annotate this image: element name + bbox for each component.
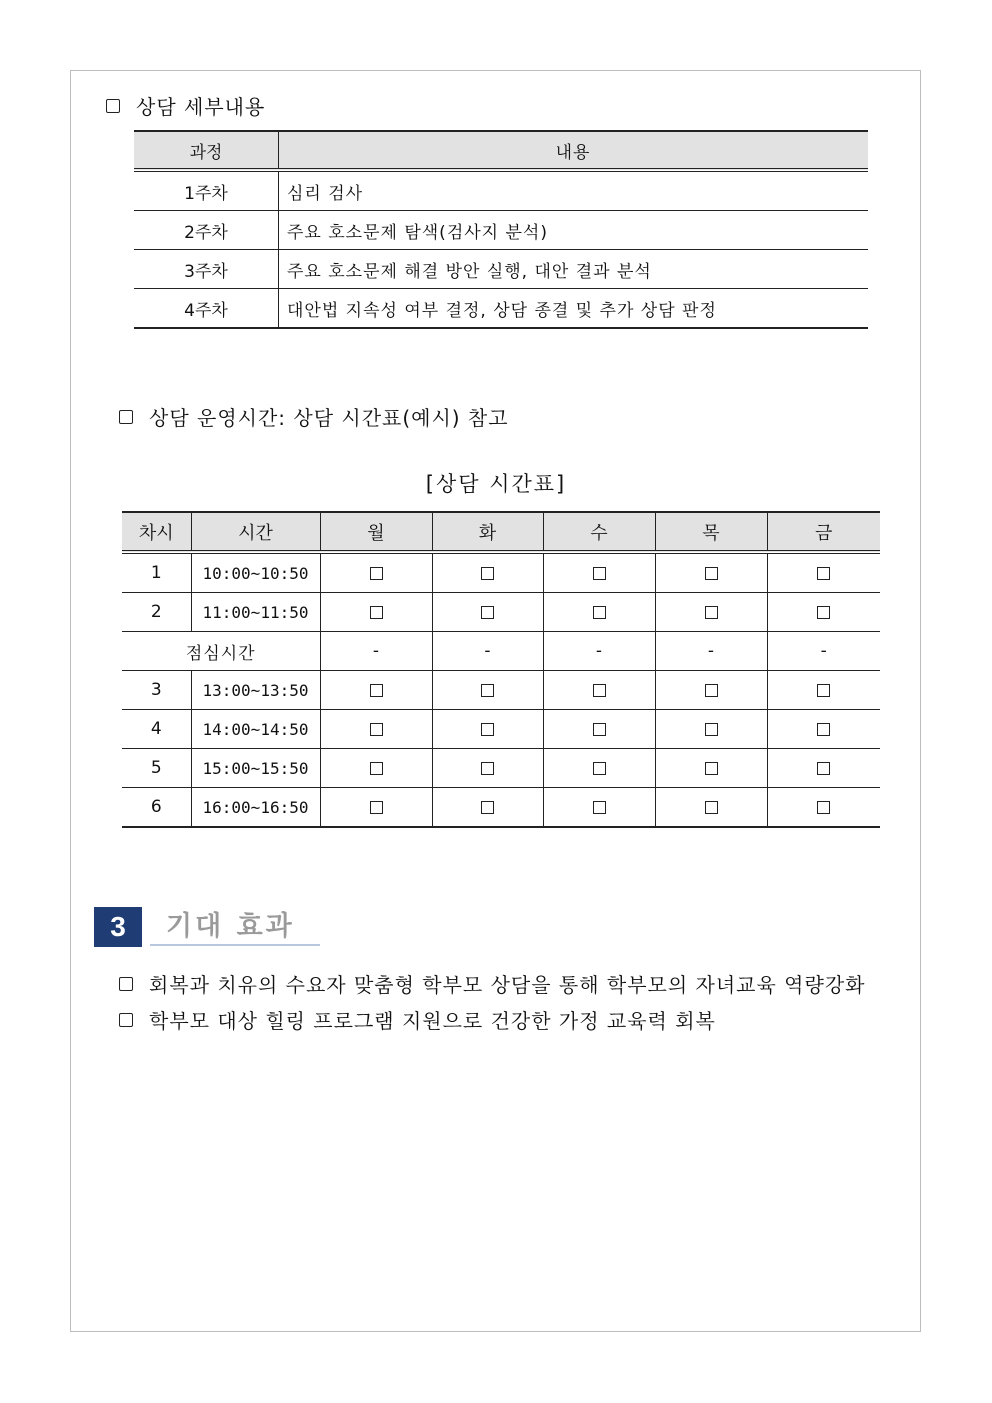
empty-checkbox-icon[interactable] <box>593 567 606 580</box>
session-cell: 2 <box>122 593 191 632</box>
week-cell: 2주차 <box>134 211 279 250</box>
empty-checkbox-icon[interactable] <box>370 801 383 814</box>
dash-cell: - <box>767 632 880 671</box>
header-thu: 목 <box>655 512 767 552</box>
empty-checkbox-icon[interactable] <box>705 723 718 736</box>
dash-cell: - <box>432 632 543 671</box>
slot-cell[interactable] <box>543 552 655 593</box>
table-row <box>122 593 880 632</box>
empty-checkbox-icon[interactable] <box>705 567 718 580</box>
detail-table <box>134 130 868 329</box>
slot-cell[interactable] <box>543 710 655 749</box>
slot-cell[interactable] <box>432 593 543 632</box>
table-row <box>122 552 880 593</box>
dash-cell: - <box>655 632 767 671</box>
effect-bullet-text: 학부모 대상 힐링 프로그램 지원으로 건강한 가정 교육력 회복 <box>149 1009 716 1033</box>
checkbox-square-icon <box>119 1013 133 1027</box>
slot-cell[interactable] <box>767 552 880 593</box>
empty-checkbox-icon[interactable] <box>817 762 830 775</box>
table-row <box>122 749 880 788</box>
empty-checkbox-icon[interactable] <box>481 606 494 619</box>
table-row <box>134 250 868 289</box>
session-cell: 1 <box>122 552 191 593</box>
table-row <box>122 788 880 828</box>
header-mon: 월 <box>320 512 432 552</box>
week-cell: 3주차 <box>134 250 279 289</box>
content-cell: 주요 호소문제 해결 방안 실행, 대안 결과 분석 <box>279 250 869 289</box>
effect-bullet-text: 회복과 치유의 수요자 맞춤형 학부모 상담을 통해 학부모의 자녀교육 역량강화 <box>149 973 866 997</box>
table-row <box>134 289 868 329</box>
header-time: 시간 <box>191 512 320 552</box>
empty-checkbox-icon[interactable] <box>705 801 718 814</box>
time-cell: 16:00~16:50 <box>191 788 320 828</box>
empty-checkbox-icon[interactable] <box>593 801 606 814</box>
empty-checkbox-icon[interactable] <box>817 684 830 697</box>
empty-checkbox-icon[interactable] <box>817 606 830 619</box>
slot-cell[interactable] <box>655 710 767 749</box>
slot-cell[interactable] <box>655 552 767 593</box>
header-tue: 화 <box>432 512 543 552</box>
empty-checkbox-icon[interactable] <box>817 801 830 814</box>
schedule-header-row <box>122 512 880 552</box>
session-cell: 3 <box>122 671 191 710</box>
effect-bullet <box>119 969 865 998</box>
section-number-badge: 3 <box>94 907 142 947</box>
detail-header-process: 과정 <box>134 131 279 170</box>
slot-cell[interactable] <box>320 671 432 710</box>
slot-cell[interactable] <box>432 749 543 788</box>
detail-header-content: 내용 <box>279 131 869 170</box>
empty-checkbox-icon[interactable] <box>481 801 494 814</box>
header-wed: 수 <box>543 512 655 552</box>
slot-cell[interactable] <box>320 788 432 828</box>
empty-checkbox-icon[interactable] <box>370 762 383 775</box>
slot-cell[interactable] <box>767 593 880 632</box>
slot-cell[interactable] <box>655 749 767 788</box>
time-cell: 13:00~13:50 <box>191 671 320 710</box>
content-cell: 대안법 지속성 여부 결정, 상담 종결 및 추가 상담 판정 <box>279 289 869 329</box>
slot-cell[interactable] <box>655 593 767 632</box>
header-session: 차시 <box>122 512 191 552</box>
session-cell: 5 <box>122 749 191 788</box>
slot-cell[interactable] <box>320 552 432 593</box>
table-row <box>134 211 868 250</box>
checkbox-square-icon <box>106 99 120 113</box>
slot-cell[interactable] <box>432 552 543 593</box>
slot-cell[interactable] <box>320 593 432 632</box>
slot-cell[interactable] <box>543 788 655 828</box>
empty-checkbox-icon[interactable] <box>481 567 494 580</box>
empty-checkbox-icon[interactable] <box>705 606 718 619</box>
slot-cell[interactable] <box>543 593 655 632</box>
time-cell: 10:00~10:50 <box>191 552 320 593</box>
lunch-cell: 점심시간 <box>122 632 320 671</box>
schedule-caption: [상담 시간표] <box>425 472 567 496</box>
empty-checkbox-icon[interactable] <box>370 684 383 697</box>
session-cell: 6 <box>122 788 191 828</box>
empty-checkbox-icon[interactable] <box>481 762 494 775</box>
slot-cell[interactable] <box>432 788 543 828</box>
dash-cell: - <box>543 632 655 671</box>
slot-cell[interactable] <box>320 710 432 749</box>
header-fri: 금 <box>767 512 880 552</box>
empty-checkbox-icon[interactable] <box>481 684 494 697</box>
empty-checkbox-icon[interactable] <box>593 762 606 775</box>
empty-checkbox-icon[interactable] <box>370 723 383 736</box>
detail-heading <box>106 91 265 120</box>
slot-cell[interactable] <box>320 749 432 788</box>
hours-heading <box>119 402 509 431</box>
empty-checkbox-icon[interactable] <box>817 723 830 736</box>
schedule-table <box>122 511 880 828</box>
table-row <box>134 170 868 211</box>
table-row <box>122 671 880 710</box>
empty-checkbox-icon[interactable] <box>817 567 830 580</box>
empty-checkbox-icon[interactable] <box>705 762 718 775</box>
checkbox-square-icon <box>119 410 133 424</box>
slot-cell[interactable] <box>655 788 767 828</box>
content-cell: 심리 검사 <box>279 170 869 211</box>
detail-table-header-row <box>134 131 868 170</box>
slot-cell[interactable] <box>767 671 880 710</box>
slot-cell[interactable] <box>543 671 655 710</box>
empty-checkbox-icon[interactable] <box>593 723 606 736</box>
slot-cell[interactable] <box>655 671 767 710</box>
effect-bullet <box>119 1005 716 1034</box>
empty-checkbox-icon[interactable] <box>370 606 383 619</box>
checkbox-square-icon <box>119 977 133 991</box>
content-cell: 주요 호소문제 탐색(검사지 분석) <box>279 211 869 250</box>
slot-cell[interactable] <box>767 710 880 749</box>
empty-checkbox-icon[interactable] <box>705 684 718 697</box>
empty-checkbox-icon[interactable] <box>370 567 383 580</box>
time-cell: 14:00~14:50 <box>191 710 320 749</box>
session-cell: 4 <box>122 710 191 749</box>
lunch-row <box>122 632 880 671</box>
time-cell: 15:00~15:50 <box>191 749 320 788</box>
slot-cell[interactable] <box>767 749 880 788</box>
table-row <box>122 710 880 749</box>
slot-cell[interactable] <box>767 788 880 828</box>
empty-checkbox-icon[interactable] <box>593 684 606 697</box>
slot-cell[interactable] <box>432 671 543 710</box>
hours-heading-text: 상담 운영시간: 상담 시간표(예시) 참고 <box>149 406 509 430</box>
time-cell: 11:00~11:50 <box>191 593 320 632</box>
section-title: 기대 효과 <box>150 908 320 946</box>
empty-checkbox-icon[interactable] <box>481 723 494 736</box>
empty-checkbox-icon[interactable] <box>593 606 606 619</box>
week-cell: 1주차 <box>134 170 279 211</box>
slot-cell[interactable] <box>543 749 655 788</box>
week-cell: 4주차 <box>134 289 279 329</box>
slot-cell[interactable] <box>432 710 543 749</box>
detail-heading-text: 상담 세부내용 <box>136 95 266 119</box>
dash-cell: - <box>320 632 432 671</box>
